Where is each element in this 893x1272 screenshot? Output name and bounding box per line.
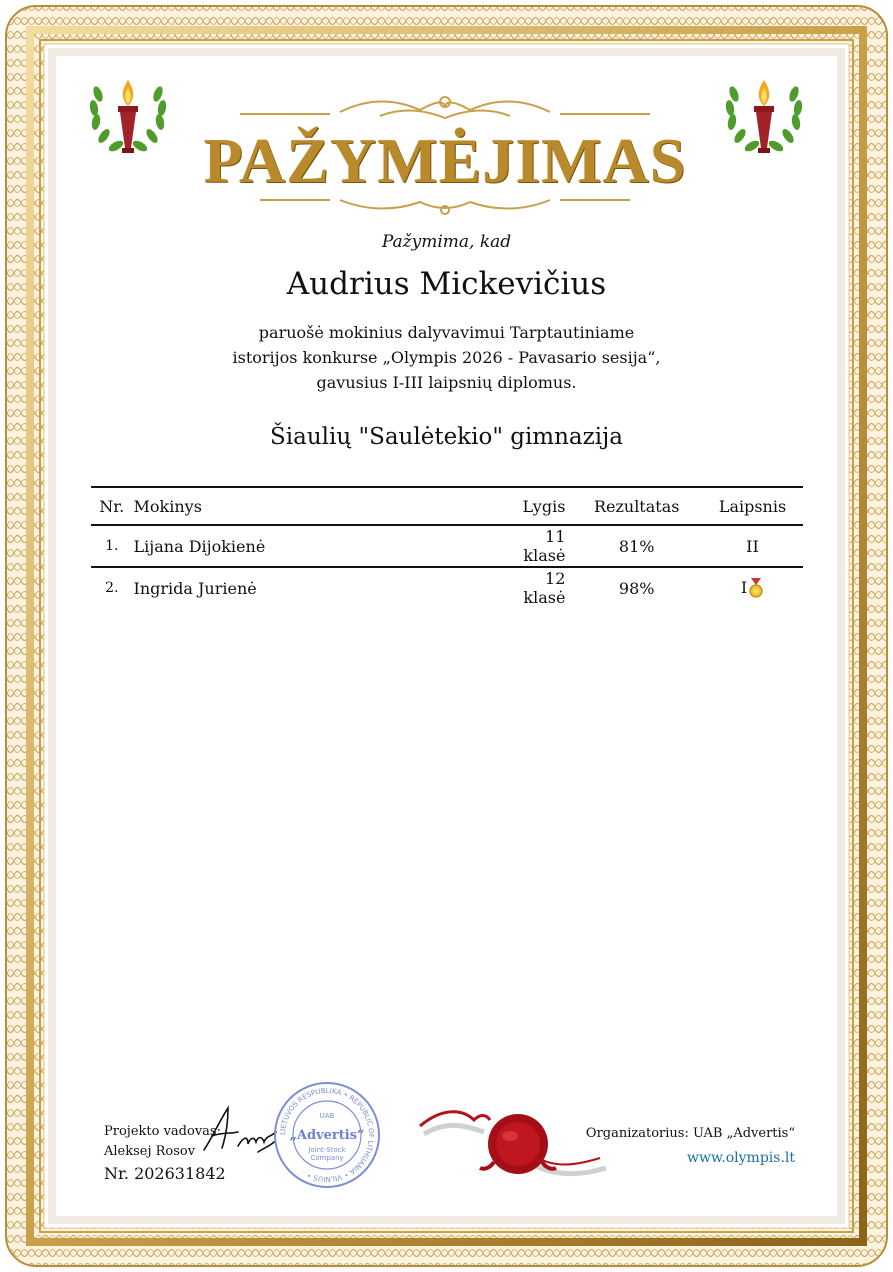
description-line: gavusius I-III laipsnių diplomus.: [316, 373, 577, 392]
header-student: Mokinys: [133, 487, 505, 525]
organizer-label: Organizatorius: UAB „Advertis“: [585, 1126, 795, 1141]
row-level: 11 klasė: [505, 525, 571, 567]
stamp-sub-text: Joint-Stock: [308, 1146, 346, 1154]
description-line: paruošė mokinius dalyvavimui Tarptautiniame: [258, 323, 635, 342]
results-table: [91, 486, 803, 608]
gold-medal-icon: [748, 578, 764, 598]
row-degree: [702, 567, 803, 608]
header-result: Rezultatas: [571, 487, 702, 525]
table-row: [91, 567, 803, 608]
leader-name: Aleksej Rosov: [104, 1144, 196, 1159]
stamp-top-text: UAB: [319, 1112, 335, 1120]
table-header-row: [91, 487, 803, 525]
leader-label: Projekto vadovas:: [104, 1124, 221, 1139]
website-link[interactable]: www.olympis.lt: [686, 1150, 795, 1166]
row-nr: 1.: [91, 525, 133, 567]
row-result: 81%: [571, 525, 702, 567]
wax-seal-ribbon-icon: [414, 1096, 610, 1182]
row-degree: [702, 525, 803, 567]
school-name: Šiaulių "Saulėtekio" gimnazija: [270, 424, 623, 450]
row-level: 12 klasė: [523, 569, 566, 607]
degree-value: II: [746, 536, 759, 556]
header-nr: Nr.: [91, 487, 133, 525]
certificate-title: PAŽYMĖJIMAS: [203, 125, 687, 196]
header-degree: Laipsnis: [702, 487, 803, 525]
description-line: istorijos konkurse „Olympis 2026 - Pavasario sesija“,: [232, 348, 661, 367]
stamp-sub-text: Company: [310, 1154, 344, 1162]
certificate-title-block: [180, 88, 710, 218]
recipient-name: Audrius Mickevičius: [286, 266, 607, 302]
stamp-ring-text: LIETUVOS RESPUBLIKA • REPUBLIC OF LITHUANIA • VILNIUS •: [278, 1086, 376, 1184]
torch-laurel-right-icon: [720, 76, 808, 160]
stamp-company-name: „Advertis“: [289, 1128, 365, 1143]
row-student: Ingrida Jurienė: [133, 578, 257, 598]
torch-laurel-left-icon: [84, 76, 172, 160]
degree-value: I: [740, 577, 748, 597]
certificate-number: Nr. 202631842: [104, 1164, 226, 1183]
certificate-description: [0, 320, 893, 395]
signature-icon: [198, 1102, 280, 1160]
certifies-label: Pažymima, kad: [381, 232, 512, 252]
row-student: Lijana Dijokienė: [133, 525, 505, 567]
row-result: 98%: [618, 578, 655, 598]
row-nr: 2.: [105, 580, 119, 596]
company-stamp-icon: [272, 1080, 382, 1190]
header-level: Lygis: [505, 487, 571, 525]
organizer-block: [586, 1122, 795, 1170]
table-row: [91, 525, 803, 567]
